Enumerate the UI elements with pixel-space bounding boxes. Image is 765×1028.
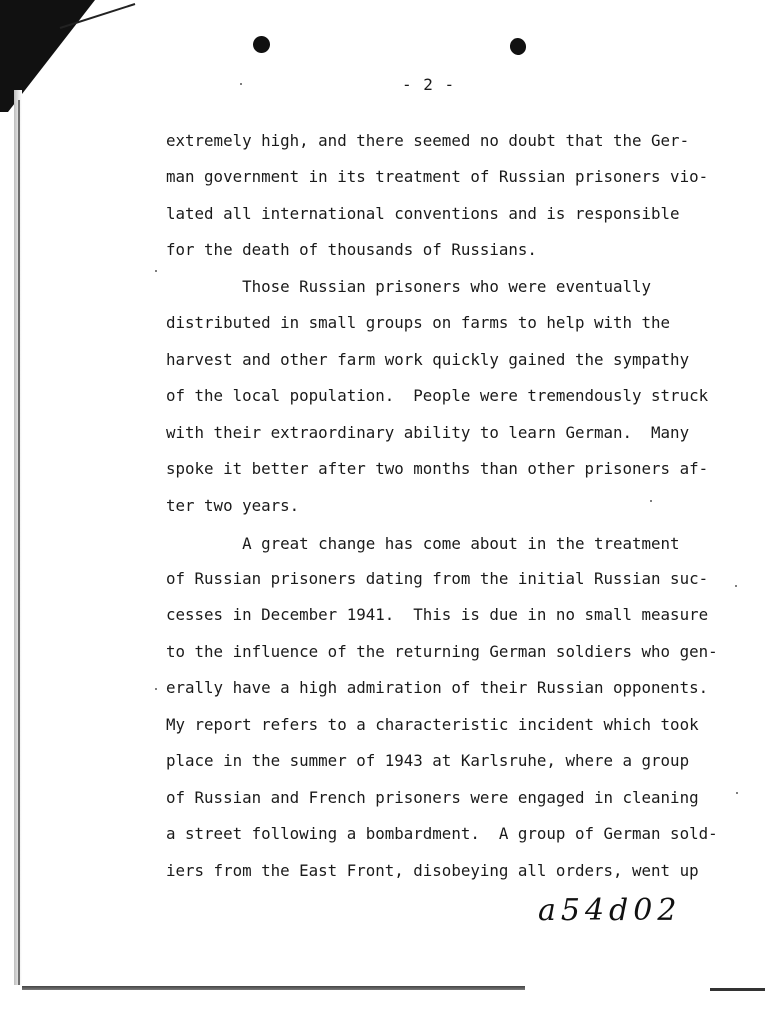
text-line: to the influence of the returning German soldiers who gen- [166, 642, 718, 661]
handwritten-annotation: a54d02 [538, 893, 682, 928]
text-line: lated all international conventions and is responsible [166, 204, 680, 223]
text-line: iers from the East Front, disobeying all orders, went up [166, 861, 699, 880]
scan-speck [240, 83, 242, 85]
text-line: Those Russian prisoners who were eventually [166, 277, 652, 296]
text-line: a street following a bombardment. A group of German sold- [166, 824, 718, 843]
text-line: of Russian and French prisoners were engaged in cleaning [166, 788, 699, 807]
text-line: extremely high, and there seemed no doubt that the Ger- [166, 131, 690, 150]
scan-speck [736, 792, 738, 794]
bottom-rule-line [22, 986, 525, 990]
text-line: A great change has come about in the treatment [166, 534, 680, 553]
page-number: - 2 - [402, 75, 456, 94]
text-line: place in the summer of 1943 at Karlsruhe, where a group [166, 751, 690, 770]
scan-speck [735, 585, 737, 587]
scan-speck [650, 500, 652, 502]
punch-hole-right [508, 36, 528, 57]
bottom-rule-line-right [710, 988, 765, 991]
text-line: for the death of thousands of Russians. [166, 240, 537, 259]
text-line: harvest and other farm work quickly gained the sympathy [166, 350, 690, 369]
scan-left-edge-line [18, 100, 20, 985]
text-line: of Russian prisoners dating from the initial Russian suc- [166, 569, 709, 588]
text-line: with their extraordinary ability to learn German. Many [166, 423, 690, 442]
text-line: man government in its treatment of Russian prisoners vio- [166, 167, 709, 186]
scan-speck [155, 270, 157, 272]
text-line: erally have a high admiration of their Russian opponents. [166, 678, 709, 697]
punch-hole-left [251, 34, 273, 56]
text-line: spoke it better after two months than other prisoners af- [166, 459, 709, 478]
text-line: ter two years. [166, 496, 300, 515]
scan-speck [155, 688, 157, 690]
text-line: cesses in December 1941. This is due in no small measure [166, 605, 709, 624]
text-line: distributed in small groups on farms to help with the [166, 313, 671, 332]
text-line: My report refers to a characteristic incident which took [166, 715, 699, 734]
text-line: of the local population. People were tremendously struck [166, 386, 709, 405]
